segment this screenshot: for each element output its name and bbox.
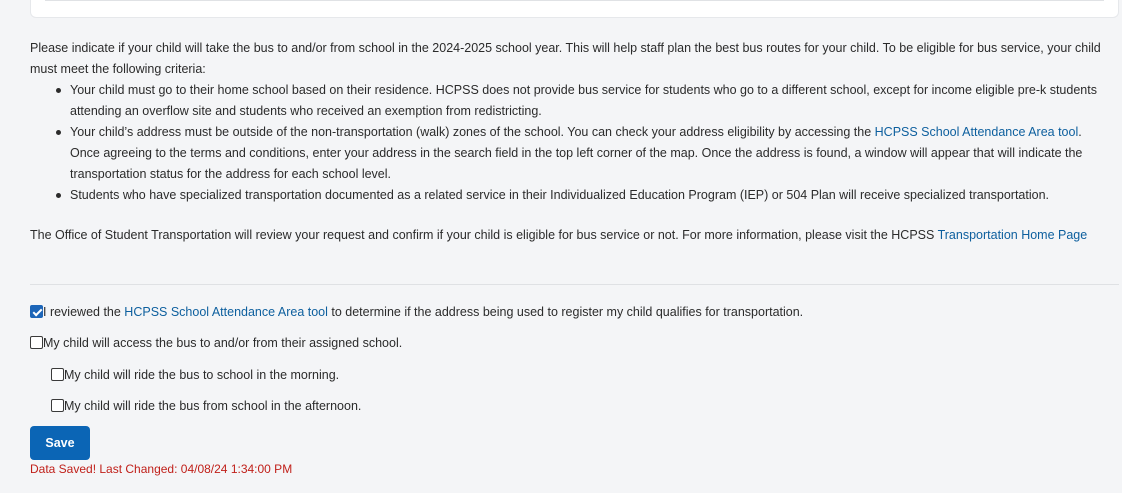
criteria-text: Students who have specialized transportation documented as a related service in their Individualized Education Program (IEP) or 504 Plan will receive specialized transportation. <box>70 188 1050 202</box>
afternoon-label: My child will ride the bus from school in the afternoon. <box>64 399 362 413</box>
previous-section-card <box>30 0 1119 18</box>
morning-checkbox[interactable] <box>51 368 64 381</box>
attendance-area-tool-link[interactable]: HCPSS School Attendance Area tool <box>874 125 1079 139</box>
intro-paragraph: Please indicate if your child will take the bus to and/or from school in the 2024-2025 school year. This will help staff plan the best bus routes for your child. To be eligible for bus service, your child must meet the following criteria: <box>30 41 1101 76</box>
criteria-text: Your child’s address must be outside of the non-transportation (walk) zones of the school. You can check your address eligibility by accessing the <box>70 125 875 139</box>
criteria-item-home-school <box>70 80 1115 122</box>
criteria-item-specialized <box>70 185 1115 206</box>
save-status-text: Data Saved! Last Changed: 04/08/24 1:34:00 PM <box>30 462 293 476</box>
access-bus-label: My child will access the bus to and/or from their assigned school. <box>43 336 403 350</box>
card-divider <box>45 0 1104 1</box>
transportation-home-link[interactable]: Transportation Home Page <box>937 228 1088 242</box>
access-bus-checkbox[interactable] <box>30 336 43 349</box>
afternoon-checkbox-row <box>51 398 361 414</box>
review-text: The Office of Student Transportation will review your request and confirm if your child is eligible for bus service or not. For more information, please visit the HCPSS <box>30 228 938 242</box>
criteria-text: Your child must go to their home school based on their residence. HCPSS does not provide bus service for students who go to a different school, except for income eligible pre-k students attending an overflow site and students who received an exemption from redistricting. <box>70 83 1097 118</box>
access-bus-checkbox-row <box>30 335 402 351</box>
reviewed-text: I reviewed the <box>43 305 125 319</box>
criteria-item-walk-zone <box>70 122 1115 185</box>
afternoon-checkbox[interactable] <box>51 399 64 412</box>
criteria-text: . Once agreeing to the terms and conditions, enter your address in the search field in the top left corner of the map. Once the address is found, a window will appear that will indicate the transportation status for the address for each school level. <box>70 125 1083 181</box>
reviewed-checkbox[interactable] <box>30 305 43 318</box>
reviewed-label <box>43 304 803 320</box>
review-paragraph <box>30 225 1115 246</box>
criteria-list <box>70 80 1115 206</box>
morning-checkbox-row <box>51 367 339 383</box>
reviewed-text-after: to determine if the address being used to register my child qualifies for transportation. <box>327 305 804 319</box>
section-divider <box>30 284 1119 285</box>
morning-label: My child will ride the bus to school in the morning. <box>64 368 340 382</box>
transportation-info <box>30 38 1115 246</box>
save-button[interactable]: Save <box>30 426 90 460</box>
attendance-area-tool-link-2[interactable]: HCPSS School Attendance Area tool <box>124 305 328 319</box>
reviewed-checkbox-row <box>30 304 803 320</box>
